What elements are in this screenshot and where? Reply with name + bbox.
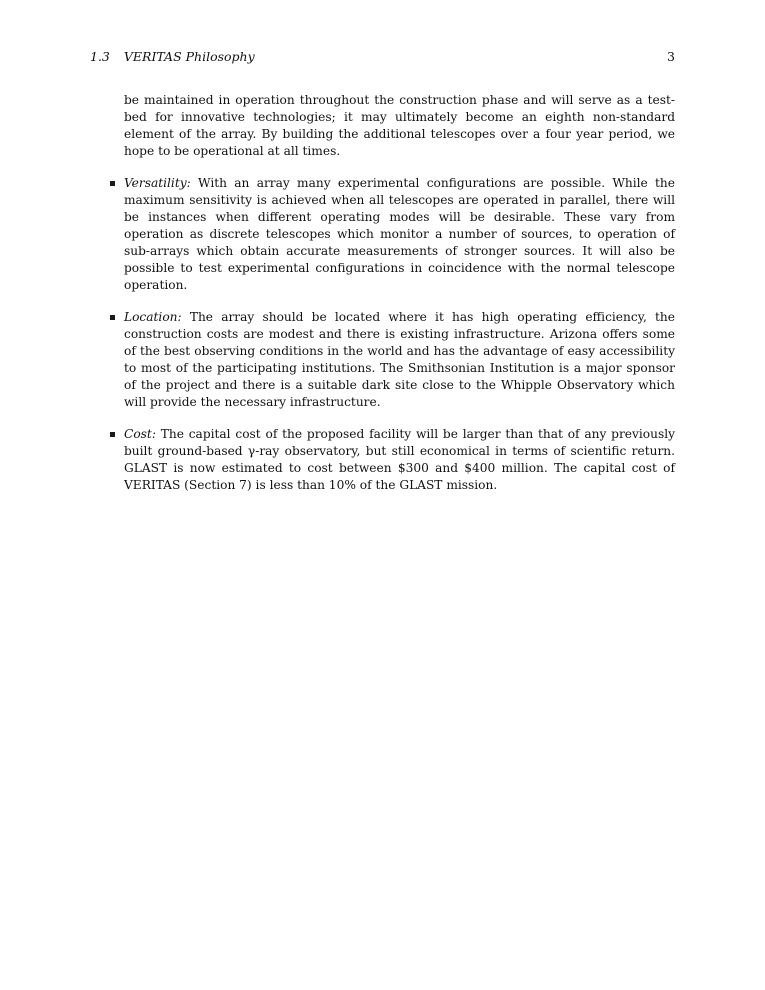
bullet-square-icon bbox=[110, 181, 115, 186]
bullet-item-versatility bbox=[124, 175, 675, 294]
section-title: VERITAS Philosophy bbox=[123, 49, 255, 64]
opening-paragraph: be maintained in operation throughout the construction phase and will serve as a test-bed for innovative technologies; it may ultimately become an eighth non-standard element of the array. By building the additional telescopes over a four year period, we hope to be operational at all times. bbox=[124, 93, 675, 158]
bullet-term: Versatility: bbox=[124, 176, 191, 190]
section-heading bbox=[90, 48, 255, 66]
bullet-text: With an array many experimental configurations are possible. While the maximum sensitivity is achieved when all telescopes are operated in parallel, there will be instances when different operating modes will be desirable. These vary from operation as discrete telescopes which monitor a number of sources, to operation of sub-arrays which obtain accurate measurements of stronger sources. It will also be possible to test experimental configurations in coincidence with the normal telescope operation. bbox=[124, 176, 675, 292]
page-body bbox=[124, 92, 675, 494]
bullet-text: The capital cost of the proposed facility will be larger than that of any previously built ground-based γ-ray observatory, but still economical in terms of scientific return. GLAST is now estimated to cost between $300 and $400 million. The capital cost of VERITAS (Section 7) is less than 10% of the GLAST mission. bbox=[124, 427, 676, 492]
section-number: 1.3 bbox=[90, 49, 110, 64]
bullet-item-location bbox=[124, 309, 675, 411]
bullet-square-icon bbox=[110, 432, 115, 437]
bullet-list bbox=[124, 175, 675, 494]
running-header bbox=[90, 48, 675, 66]
bullet-term: Location: bbox=[124, 310, 182, 324]
bullet-square-icon bbox=[110, 315, 115, 320]
bullet-text: The array should be located where it has high operating efficiency, the construction costs are modest and there is existing infrastructure. Arizona offers some of the best observing conditions in the world and has the advantage of easy accessibility to most of the participating institutions. The Smithsonian Institution is a major sponsor of the project and there is a suitable dark site close to the Whipple Observatory which will provide the necessary infrastructure. bbox=[124, 310, 675, 409]
page-number: 3 bbox=[667, 49, 675, 64]
bullet-term: Cost: bbox=[124, 427, 156, 441]
bullet-item-cost bbox=[124, 426, 675, 494]
